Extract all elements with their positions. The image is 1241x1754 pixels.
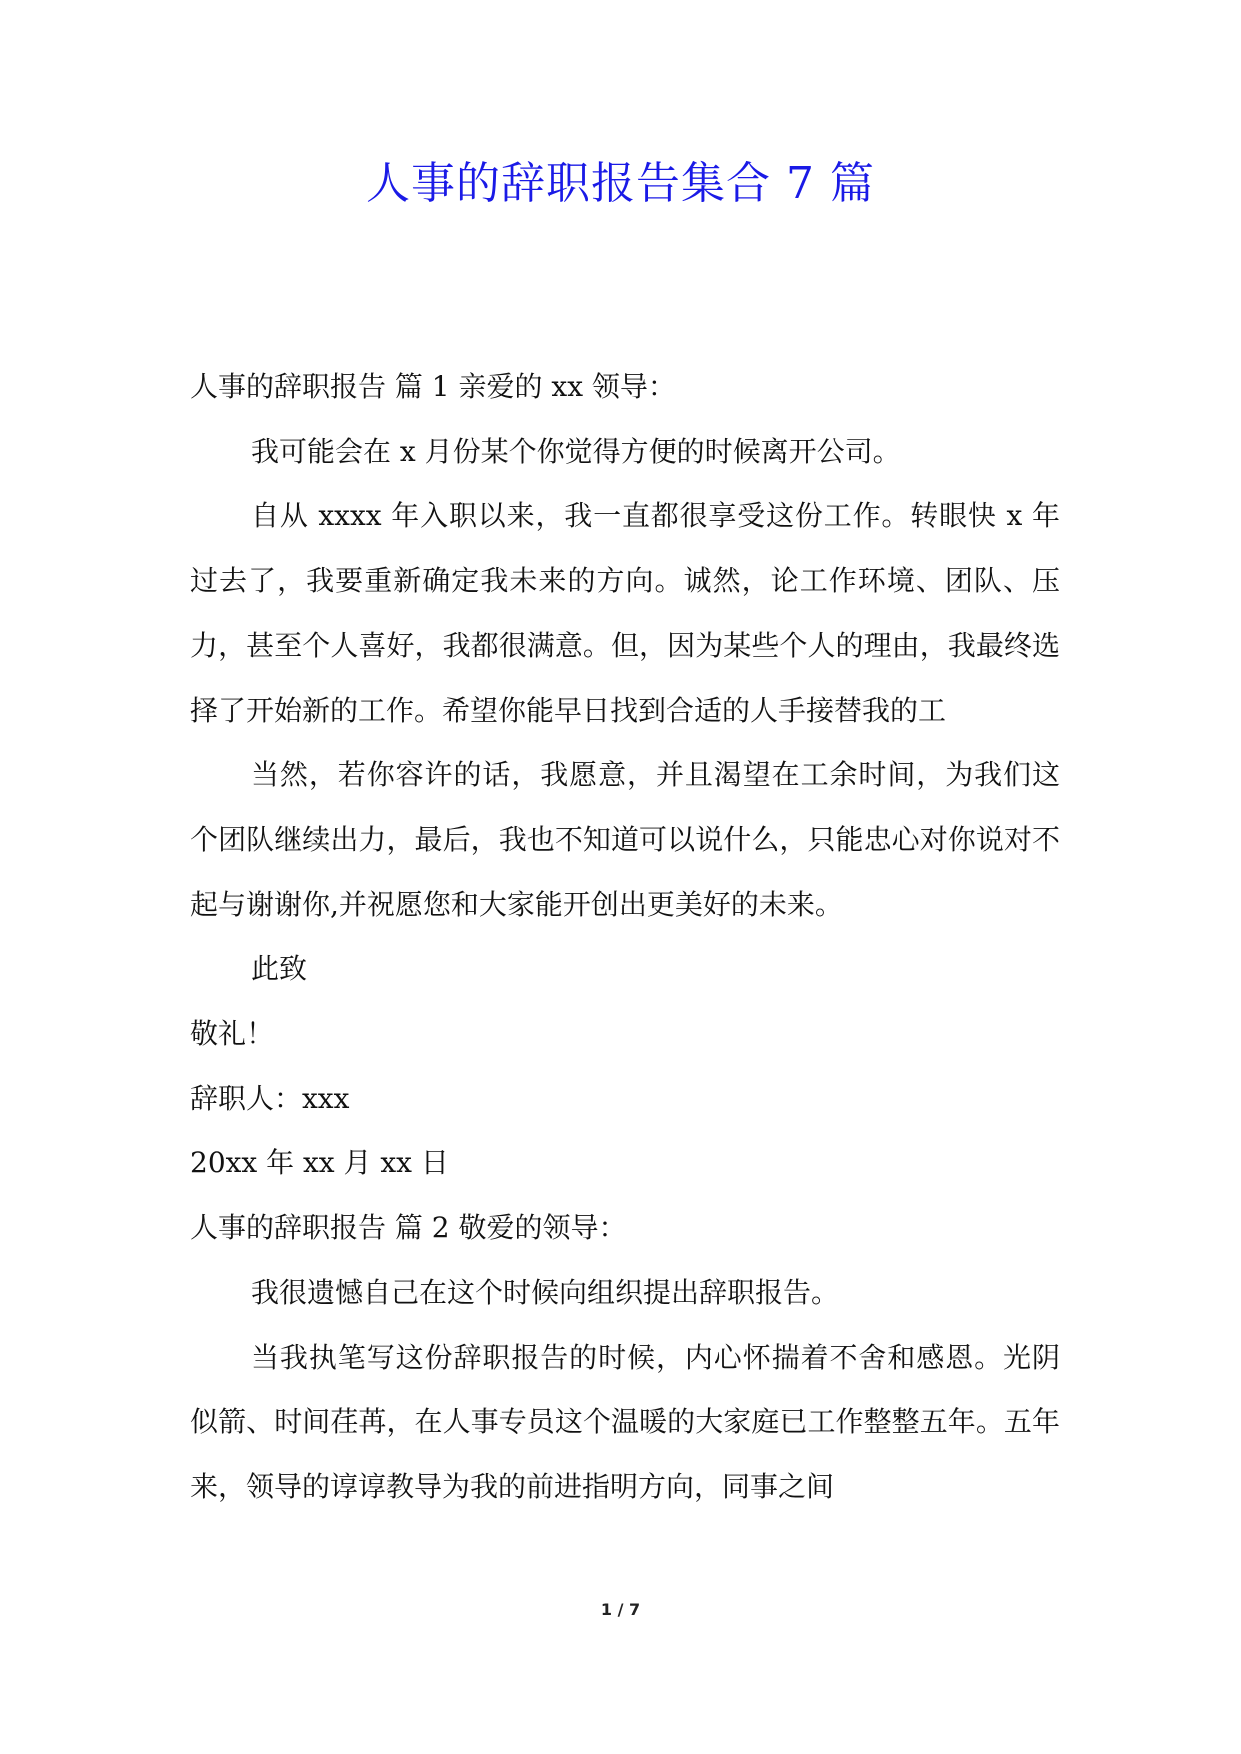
paragraph: 自从 xxxx 年入职以来，我一直都很享受这份工作。转眼快 x 年过去了，我要重新确定我未来的方向。诚然，论工作环境、团队、压力，甚至个人喜好，我都很满意。但，因为某些个人的理由，我最终选择了开始新的工作。希望你能早日找到合适的人手接替我的工 [190,499,1060,727]
paragraph: 人事的辞职报告 篇 1 亲爱的 xx 领导： [190,370,676,403]
paragraph: 20xx 年 xx 月 xx 日 [190,1146,449,1180]
paragraph: 敬礼！ [190,1017,275,1051]
paragraph: 辞职人：xxx [190,1081,350,1115]
paragraph: 人事的辞职报告 篇 2 敬爱的领导： [190,1211,627,1245]
paragraph: 此致 [251,952,308,986]
page-number: 1 / 7 [600,1600,641,1619]
paragraph: 我很遗憾自己在这个时候向组织提出辞职报告。 [251,1275,840,1309]
paragraph: 当然，若你容许的话，我愿意，并且渴望在工余时间，为我们这个团队继续出力，最后，我也不知道可以说什么，只能忠心对你说对不起与谢谢你,并祝愿您和大家能开创出更美好的未来。 [190,758,1060,921]
paragraph: 我可能会在 x 月份某个你觉得方便的时候离开公司。 [251,434,901,468]
document-body [190,355,1060,1520]
paragraph: 当我执笔写这份辞职报告的时候，内心怀揣着不舍和感恩。光阴似箭、时间荏苒，在人事专员这个温暖的大家庭已工作整整五年。五年来，领导的谆谆教导为我的前进指明方向，同事之间 [190,1340,1060,1503]
document-title: 人事的辞职报告集合 7 篇 [366,158,875,209]
